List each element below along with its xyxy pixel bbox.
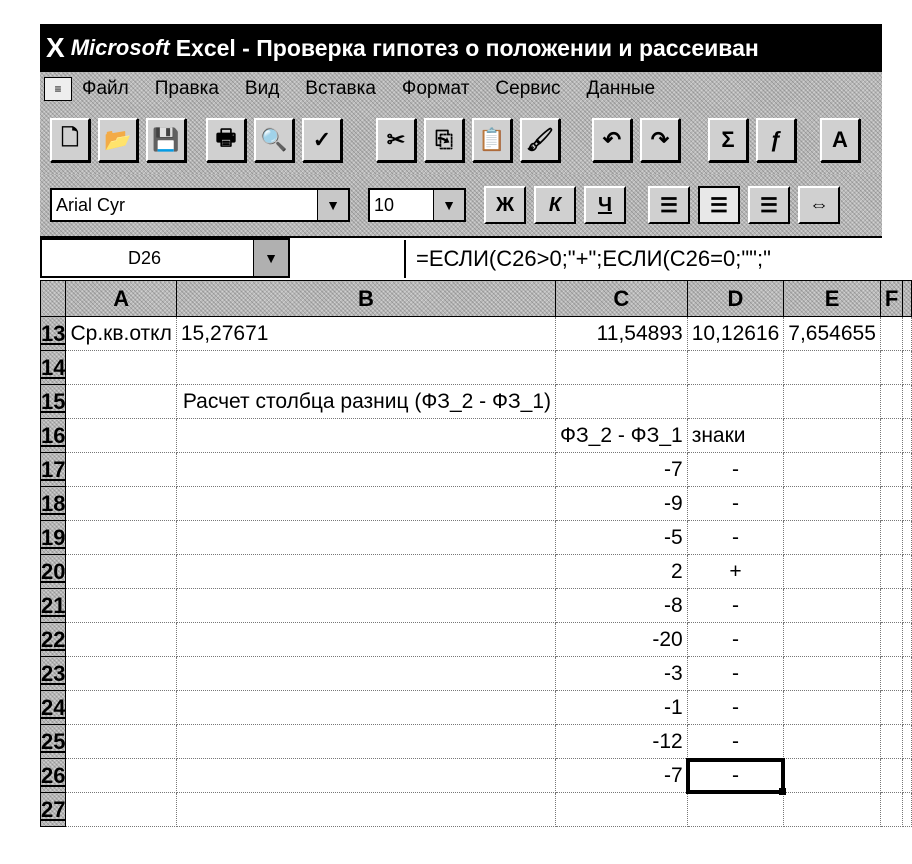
cell-g25[interactable]	[903, 725, 912, 759]
cell-g19[interactable]	[903, 521, 912, 555]
menu-edit[interactable]: Правка	[154, 78, 219, 99]
bold-button[interactable]: Ж	[484, 186, 526, 224]
cell-f15[interactable]	[880, 385, 902, 419]
row-header[interactable]: 21	[41, 589, 66, 623]
paste-button[interactable]	[472, 118, 512, 162]
name-box-value: D26	[128, 248, 162, 268]
row-header[interactable]: 14	[41, 351, 66, 385]
cell-c18[interactable]: -9	[556, 487, 688, 521]
menu-data[interactable]: Данные	[586, 78, 656, 99]
cell-e19[interactable]	[784, 521, 881, 555]
save-button[interactable]	[146, 118, 186, 162]
cell-c16[interactable]: ФЗ_2 - ФЗ_1	[556, 419, 688, 453]
cell-b22[interactable]	[176, 623, 555, 657]
cell-f25[interactable]	[880, 725, 902, 759]
new-button[interactable]	[50, 118, 90, 162]
cell-a14[interactable]	[66, 351, 176, 385]
cell-f23[interactable]	[880, 657, 902, 691]
cell-c17[interactable]: -7	[556, 453, 688, 487]
font-size-value: 10	[374, 195, 395, 215]
menu-tools[interactable]: Сервис	[495, 78, 561, 99]
app-brand: Microsoft	[70, 35, 170, 60]
cell-d23[interactable]: -	[687, 657, 784, 691]
cell-g16[interactable]	[903, 419, 912, 453]
table-row	[41, 487, 912, 521]
cell-g15[interactable]	[903, 385, 912, 419]
row-header[interactable]: 13	[41, 317, 66, 351]
cell-a23[interactable]	[66, 657, 176, 691]
cell-e22[interactable]	[784, 623, 881, 657]
cell-b26[interactable]	[176, 759, 555, 793]
cell-b14[interactable]	[176, 351, 555, 385]
function-button[interactable]	[756, 118, 796, 162]
cell-e15[interactable]	[784, 385, 881, 419]
cell-d18[interactable]: -	[687, 487, 784, 521]
formula-bar	[40, 236, 882, 280]
cut-icon: ✂	[386, 127, 406, 152]
cell-c19[interactable]: -5	[556, 521, 688, 555]
cell-a16[interactable]	[66, 419, 176, 453]
cell-b21[interactable]	[176, 589, 555, 623]
cell-g13[interactable]	[903, 317, 912, 351]
format-painter-button[interactable]	[520, 118, 560, 162]
cell-a21[interactable]	[66, 589, 176, 623]
cell-d19[interactable]: -	[687, 521, 784, 555]
cell-e23[interactable]	[784, 657, 881, 691]
print-icon: 🖶	[215, 125, 237, 150]
open-icon: 📂	[104, 127, 132, 152]
column-header-d[interactable]: D	[687, 281, 784, 317]
save-icon: 💾	[152, 127, 180, 152]
cell-f18[interactable]	[880, 487, 902, 521]
align-right-button[interactable]	[748, 186, 790, 224]
table-row	[41, 691, 912, 725]
row-header[interactable]: 16	[41, 419, 66, 453]
cell-f19[interactable]	[880, 521, 902, 555]
column-header-e[interactable]: E	[784, 281, 881, 317]
table-row	[41, 385, 912, 419]
row-header[interactable]: 18	[41, 487, 66, 521]
worksheet-grid	[40, 280, 899, 864]
cell-c27[interactable]	[556, 793, 688, 827]
font-name-select[interactable]	[50, 188, 350, 222]
cell-f22[interactable]	[880, 623, 902, 657]
row-header[interactable]: 19	[41, 521, 66, 555]
cell-b20[interactable]	[176, 555, 555, 589]
cell-g20[interactable]	[903, 555, 912, 589]
cell-e26[interactable]	[784, 759, 881, 793]
function-icon: ƒ	[769, 127, 783, 152]
cell-c24[interactable]: -1	[556, 691, 688, 725]
cell-f14[interactable]	[880, 351, 902, 385]
row-header[interactable]: 15	[41, 385, 66, 419]
cell-d14[interactable]	[687, 351, 784, 385]
table-row	[41, 725, 912, 759]
undo-icon: ↶	[602, 127, 622, 152]
cell-f21[interactable]	[880, 589, 902, 623]
cell-a25[interactable]	[66, 725, 176, 759]
row-header[interactable]: 27	[41, 793, 66, 827]
align-left-button[interactable]	[648, 186, 690, 224]
redo-icon: ↷	[650, 127, 670, 152]
row-header[interactable]: 17	[41, 453, 66, 487]
row-header[interactable]: 20	[41, 555, 66, 589]
cell-b27[interactable]	[176, 793, 555, 827]
print-preview-button[interactable]	[254, 118, 294, 162]
cell-b15[interactable]: Расчет столбца разниц (ФЗ_2 - ФЗ_1)	[176, 385, 555, 419]
cell-e16[interactable]	[784, 419, 881, 453]
table-row	[41, 317, 912, 351]
column-header-a[interactable]: A	[66, 281, 176, 317]
chevron-down-icon[interactable]: ▼	[253, 240, 288, 276]
cell-e13[interactable]: 7,654655	[784, 317, 881, 351]
print-preview-icon: 🔍	[260, 127, 288, 152]
new-icon: 🗋	[61, 125, 79, 150]
cell-d16[interactable]: знаки	[687, 419, 784, 453]
merge-center-icon: ⇔	[809, 193, 829, 216]
standard-toolbar	[40, 106, 882, 174]
cell-a17[interactable]	[66, 453, 176, 487]
cell-d26[interactable]: -	[687, 759, 784, 793]
cell-b13[interactable]: 15,27671	[176, 317, 555, 351]
cell-d24[interactable]: -	[687, 691, 784, 725]
cell-a20[interactable]	[66, 555, 176, 589]
cell-f17[interactable]	[880, 453, 902, 487]
cell-d13[interactable]: 10,12616	[687, 317, 784, 351]
row-header[interactable]: 25	[41, 725, 66, 759]
column-header-g[interactable]	[903, 281, 912, 317]
cell-b16[interactable]	[176, 419, 555, 453]
cell-c22[interactable]: -20	[556, 623, 688, 657]
open-button[interactable]	[98, 118, 138, 162]
cell-e24[interactable]	[784, 691, 881, 725]
table-row	[41, 351, 912, 385]
align-right-icon: ☰	[760, 194, 778, 217]
autosum-icon: Σ	[721, 127, 735, 152]
chevron-down-icon[interactable]: ▼	[317, 190, 348, 220]
cell-a24[interactable]	[66, 691, 176, 725]
cell-c21[interactable]: -8	[556, 589, 688, 623]
cell-f20[interactable]	[880, 555, 902, 589]
format-painter-icon: 🖌	[526, 127, 554, 152]
cell-c15[interactable]	[556, 385, 688, 419]
cell-d27[interactable]	[687, 793, 784, 827]
table-row	[41, 657, 912, 691]
cell-d17[interactable]: -	[687, 453, 784, 487]
paste-icon: 📋	[478, 127, 506, 152]
cell-b19[interactable]	[176, 521, 555, 555]
cell-d25[interactable]: -	[687, 725, 784, 759]
copy-button[interactable]	[424, 118, 464, 162]
cell-a15[interactable]	[66, 385, 176, 419]
cell-e14[interactable]	[784, 351, 881, 385]
cell-f16[interactable]	[880, 419, 902, 453]
cell-g22[interactable]	[903, 623, 912, 657]
font-name-value: Arial Cyr	[56, 195, 126, 215]
cell-a26[interactable]	[66, 759, 176, 793]
menu-format[interactable]: Формат	[401, 78, 470, 99]
table-row	[41, 521, 912, 555]
cell-a18[interactable]	[66, 487, 176, 521]
italic-button[interactable]: К	[534, 186, 576, 224]
table-row	[41, 419, 912, 453]
cell-e20[interactable]	[784, 555, 881, 589]
menu-file[interactable]: Файл	[82, 78, 129, 99]
cell-g26[interactable]	[903, 759, 912, 793]
cell-e25[interactable]	[784, 725, 881, 759]
underline-button[interactable]: Ч	[584, 186, 626, 224]
cell-a19[interactable]	[66, 521, 176, 555]
formula-input[interactable]: =ЕСЛИ(C26>0;"+";ЕСЛИ(C26=0;"";"	[404, 240, 894, 278]
align-center-button[interactable]	[698, 186, 740, 224]
cell-e18[interactable]	[784, 487, 881, 521]
cut-button[interactable]	[376, 118, 416, 162]
cell-c14[interactable]	[556, 351, 688, 385]
sort-button[interactable]	[820, 118, 860, 162]
cell-d20[interactable]: +	[687, 555, 784, 589]
cell-c23[interactable]: -3	[556, 657, 688, 691]
cell-g17[interactable]	[903, 453, 912, 487]
merge-center-button[interactable]	[798, 186, 840, 224]
row-header[interactable]: 22	[41, 623, 66, 657]
table-row	[41, 793, 912, 827]
redo-button[interactable]	[640, 118, 680, 162]
formatting-toolbar	[40, 174, 882, 236]
fill-handle[interactable]	[779, 788, 786, 795]
row-header[interactable]: 24	[41, 691, 66, 725]
cell-c25[interactable]: -12	[556, 725, 688, 759]
cell-b23[interactable]	[176, 657, 555, 691]
table-row	[41, 453, 912, 487]
cell-c20[interactable]: 2	[556, 555, 688, 589]
row-header[interactable]: 26	[41, 759, 66, 793]
cell-c26[interactable]: -7	[556, 759, 688, 793]
table-row	[41, 759, 912, 793]
row-header[interactable]: 23	[41, 657, 66, 691]
window-title: Excel - Проверка гипотез о положении и рассеиван	[175, 34, 759, 61]
column-header-b[interactable]: B	[176, 281, 555, 317]
menu-view[interactable]: Вид	[244, 78, 280, 99]
name-box[interactable]	[40, 238, 290, 278]
column-header-c[interactable]: C	[556, 281, 688, 317]
cell-c13[interactable]: 11,54893	[556, 317, 688, 351]
cell-e27[interactable]	[784, 793, 881, 827]
spelling-button[interactable]	[302, 118, 342, 162]
cell-g24[interactable]	[903, 691, 912, 725]
cell-d21[interactable]: -	[687, 589, 784, 623]
cell-f13[interactable]	[880, 317, 902, 351]
align-center-icon: ☰	[710, 194, 728, 217]
align-left-icon: ☰	[660, 194, 678, 217]
sheet-table	[40, 280, 912, 827]
cell-f24[interactable]	[880, 691, 902, 725]
column-header-f[interactable]: F	[880, 281, 902, 317]
cell-g21[interactable]	[903, 589, 912, 623]
cell-d15[interactable]	[687, 385, 784, 419]
cell-b24[interactable]	[176, 691, 555, 725]
cell-a13[interactable]: Ср.кв.откл	[66, 317, 176, 351]
cell-b17[interactable]	[176, 453, 555, 487]
cell-e17[interactable]	[784, 453, 881, 487]
autosum-button[interactable]	[708, 118, 748, 162]
copy-icon: ⎘	[435, 127, 453, 152]
cell-g14[interactable]	[903, 351, 912, 385]
cell-g23[interactable]	[903, 657, 912, 691]
table-row	[41, 623, 912, 657]
sort-icon: A	[832, 127, 848, 152]
cell-f27[interactable]	[880, 793, 902, 827]
table-row	[41, 555, 912, 589]
chevron-down-icon[interactable]: ▼	[433, 190, 464, 220]
cell-g18[interactable]	[903, 487, 912, 521]
select-all-corner[interactable]	[41, 281, 66, 317]
table-row	[41, 589, 912, 623]
print-button[interactable]	[206, 118, 246, 162]
cell-d22[interactable]: -	[687, 623, 784, 657]
menu-bar	[40, 72, 882, 106]
cell-f26[interactable]	[880, 759, 902, 793]
cell-a22[interactable]	[66, 623, 176, 657]
spelling-icon: ✓	[312, 127, 332, 152]
excel-logo-icon: X	[46, 32, 65, 63]
font-size-select[interactable]	[368, 188, 466, 222]
cell-a27[interactable]	[66, 793, 176, 827]
document-icon[interactable]: ≡	[44, 77, 72, 101]
cell-g27[interactable]	[903, 793, 912, 827]
cell-b25[interactable]	[176, 725, 555, 759]
title-bar	[40, 24, 882, 72]
cell-b18[interactable]	[176, 487, 555, 521]
menu-insert[interactable]: Вставка	[305, 78, 376, 99]
undo-button[interactable]	[592, 118, 632, 162]
cell-e21[interactable]	[784, 589, 881, 623]
